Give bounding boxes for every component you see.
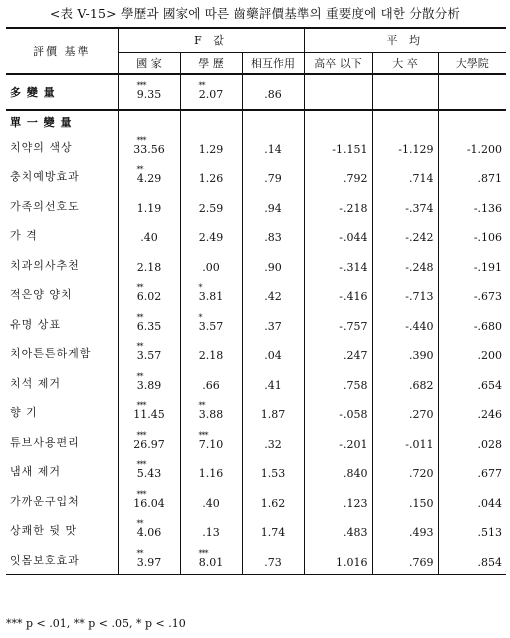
cell-value: -.044 bbox=[339, 231, 368, 245]
row-label: 치아튼튼하게함 bbox=[6, 339, 118, 369]
table-cell bbox=[242, 132, 304, 162]
cell-value: .79 bbox=[264, 172, 282, 186]
footnote: *** p < .01, ** p < .05, * p < .10 bbox=[6, 617, 186, 630]
cell-value: 2.59 bbox=[198, 201, 224, 215]
table-cell bbox=[304, 191, 372, 221]
cell-value: -.011 bbox=[405, 437, 434, 451]
table-cell bbox=[242, 280, 304, 310]
table-cell bbox=[438, 427, 506, 457]
table-cell bbox=[118, 162, 180, 192]
table-cell bbox=[372, 132, 438, 162]
table-cell bbox=[372, 162, 438, 192]
table-cell bbox=[180, 427, 242, 457]
row-label: 치약의 색상 bbox=[6, 132, 118, 162]
cell-value: .40 bbox=[202, 496, 220, 510]
cell-value: 1.26 bbox=[198, 172, 224, 186]
table-cell bbox=[372, 427, 438, 457]
mean-header: 平 均 bbox=[304, 28, 506, 52]
significance-mark: ** bbox=[136, 371, 143, 381]
table-cell bbox=[180, 309, 242, 339]
multivariate-row bbox=[6, 74, 506, 110]
cell-value: .720 bbox=[409, 467, 434, 481]
table-cell bbox=[180, 221, 242, 251]
row-label: 냄새 제거 bbox=[6, 457, 118, 487]
table-cell bbox=[118, 132, 180, 162]
table-row bbox=[6, 427, 506, 457]
cell-value: 33.56 bbox=[133, 142, 165, 156]
table-row bbox=[6, 398, 506, 428]
table-cell bbox=[180, 250, 242, 280]
cell-value: .40 bbox=[140, 231, 158, 245]
cell-value: -.242 bbox=[405, 231, 434, 245]
table-cell bbox=[242, 486, 304, 516]
table-cell bbox=[242, 309, 304, 339]
cell-value: -.248 bbox=[405, 260, 434, 274]
cell-value: 3.57 bbox=[136, 349, 162, 363]
col-header-education: 學 歷 bbox=[180, 52, 242, 74]
row-label: 충치예방효과 bbox=[6, 162, 118, 192]
cell-value: 8.01 bbox=[198, 555, 224, 569]
table-cell bbox=[438, 545, 506, 575]
cell-value: -1.129 bbox=[398, 142, 434, 156]
table-cell bbox=[304, 368, 372, 398]
cell-value: .94 bbox=[264, 201, 282, 215]
significance-mark: *** bbox=[136, 430, 146, 440]
table-row bbox=[6, 457, 506, 487]
cell-value: .840 bbox=[343, 467, 368, 481]
table-row bbox=[6, 162, 506, 192]
cell-value: -.058 bbox=[339, 408, 368, 422]
cell-value: .247 bbox=[343, 349, 368, 363]
table-row bbox=[6, 545, 506, 575]
cell-value: 4.06 bbox=[136, 526, 162, 540]
cell-value: -1.151 bbox=[332, 142, 368, 156]
cell-value: 4.29 bbox=[136, 172, 162, 186]
row-label: 치과의사추천 bbox=[6, 250, 118, 280]
table-cell bbox=[180, 162, 242, 192]
significance-mark: ** bbox=[136, 342, 143, 352]
cell-value: 2.18 bbox=[136, 260, 162, 274]
table-cell bbox=[304, 457, 372, 487]
cell-value: -.314 bbox=[339, 260, 368, 274]
table-cell bbox=[372, 457, 438, 487]
table-row bbox=[6, 516, 506, 546]
table-cell bbox=[304, 162, 372, 192]
cell-value: -.191 bbox=[473, 260, 503, 274]
cell-value: 1.62 bbox=[260, 496, 286, 510]
cell-value: .32 bbox=[264, 437, 282, 451]
cell-value: .513 bbox=[477, 526, 503, 540]
table-cell bbox=[180, 339, 242, 369]
cell-value: .044 bbox=[477, 496, 503, 510]
table-cell bbox=[118, 309, 180, 339]
table-cell bbox=[438, 74, 506, 110]
table-cell bbox=[438, 368, 506, 398]
cell-value: .13 bbox=[202, 526, 220, 540]
cell-value: 1.19 bbox=[136, 201, 162, 215]
table-row bbox=[6, 221, 506, 251]
cell-value: .150 bbox=[409, 496, 434, 510]
table-cell bbox=[438, 516, 506, 546]
table-cell bbox=[372, 309, 438, 339]
table-cell bbox=[180, 132, 242, 162]
table-cell bbox=[304, 250, 372, 280]
row-label: 가족의선호도 bbox=[6, 191, 118, 221]
significance-mark: *** bbox=[136, 460, 146, 470]
table-cell bbox=[242, 162, 304, 192]
cell-value: .37 bbox=[264, 319, 282, 333]
significance-mark: *** bbox=[198, 548, 208, 558]
significance-mark: *** bbox=[136, 135, 146, 145]
table-cell bbox=[304, 516, 372, 546]
significance-mark: * bbox=[198, 283, 202, 293]
table-cell bbox=[180, 457, 242, 487]
cell-value: 16.04 bbox=[133, 496, 165, 510]
table-cell bbox=[372, 250, 438, 280]
cell-value: 3.57 bbox=[198, 319, 224, 333]
cell-value: -.440 bbox=[405, 319, 434, 333]
cell-value: -.374 bbox=[405, 201, 434, 215]
cell-value: .04 bbox=[264, 349, 282, 363]
cell-value: 3.89 bbox=[136, 378, 162, 392]
table-cell bbox=[242, 368, 304, 398]
row-label: 가 격 bbox=[6, 221, 118, 251]
table-cell bbox=[118, 398, 180, 428]
significance-mark: *** bbox=[136, 489, 146, 499]
row-label: 튜브사용편리 bbox=[6, 427, 118, 457]
cell-value: 3.81 bbox=[198, 290, 224, 304]
table-cell bbox=[118, 486, 180, 516]
table-cell bbox=[304, 339, 372, 369]
cell-value: -.757 bbox=[339, 319, 368, 333]
table-cell bbox=[118, 427, 180, 457]
table-row bbox=[6, 368, 506, 398]
significance-mark: ** bbox=[136, 548, 143, 558]
significance-mark: ** bbox=[136, 283, 143, 293]
table-cell bbox=[242, 339, 304, 369]
cell-value: 1.87 bbox=[260, 408, 286, 422]
table-cell bbox=[242, 191, 304, 221]
table-cell bbox=[304, 280, 372, 310]
table-cell: *** 9.35 bbox=[118, 74, 180, 110]
table-cell bbox=[242, 398, 304, 428]
cell-value: -.673 bbox=[473, 290, 503, 304]
cell-value: 6.35 bbox=[136, 319, 162, 333]
cell-value: 7.10 bbox=[198, 437, 224, 451]
table-row bbox=[6, 309, 506, 339]
cell-value: .483 bbox=[343, 526, 368, 540]
cell-value: .854 bbox=[477, 555, 503, 569]
cell-value: .028 bbox=[477, 437, 503, 451]
cell-value: .66 bbox=[202, 378, 220, 392]
table-cell bbox=[438, 309, 506, 339]
table-cell bbox=[372, 398, 438, 428]
cell-value: -.713 bbox=[405, 290, 434, 304]
cell-value: .90 bbox=[264, 260, 282, 274]
table-cell bbox=[180, 191, 242, 221]
row-label: 多 變 量 bbox=[6, 74, 118, 110]
cell-value: .758 bbox=[343, 378, 368, 392]
col-header-interaction: 相互作用 bbox=[242, 52, 304, 74]
table-cell bbox=[180, 516, 242, 546]
table-cell bbox=[438, 486, 506, 516]
table-cell bbox=[180, 368, 242, 398]
cell-value: -.201 bbox=[339, 437, 368, 451]
table-cell bbox=[438, 162, 506, 192]
row-label: 치석 제거 bbox=[6, 368, 118, 398]
table-cell bbox=[372, 191, 438, 221]
cell-value: -.218 bbox=[339, 201, 368, 215]
cell-value: .73 bbox=[264, 555, 282, 569]
table-cell bbox=[242, 221, 304, 251]
table-cell bbox=[438, 339, 506, 369]
table-cell bbox=[304, 74, 372, 110]
cell-value: .41 bbox=[264, 378, 282, 392]
significance-mark: * bbox=[198, 312, 202, 322]
table-cell bbox=[242, 457, 304, 487]
cell-value: .654 bbox=[477, 378, 503, 392]
table-cell: .86 bbox=[242, 74, 304, 110]
table-cell bbox=[118, 545, 180, 575]
table-cell bbox=[180, 280, 242, 310]
table-cell bbox=[118, 221, 180, 251]
table-row bbox=[6, 132, 506, 162]
cell-value: .200 bbox=[477, 349, 503, 363]
cell-value: 26.97 bbox=[133, 437, 165, 451]
table-row bbox=[6, 191, 506, 221]
table-cell bbox=[304, 398, 372, 428]
cell-value: 3.97 bbox=[136, 555, 162, 569]
cell-value: .493 bbox=[409, 526, 434, 540]
cell-value: 3.88 bbox=[198, 408, 224, 422]
table-row bbox=[6, 250, 506, 280]
table-cell bbox=[372, 221, 438, 251]
cell-value: .00 bbox=[202, 260, 220, 274]
table-cell bbox=[304, 221, 372, 251]
cell-value: 1.74 bbox=[260, 526, 286, 540]
col-header-graduate: 大學院 bbox=[438, 52, 506, 74]
row-label: 상쾌한 뒷 맛 bbox=[6, 516, 118, 546]
f-value-header: F 값 bbox=[118, 28, 304, 52]
table-row bbox=[6, 486, 506, 516]
cell-value: 1.29 bbox=[198, 142, 224, 156]
table-cell bbox=[372, 368, 438, 398]
table-cell bbox=[372, 545, 438, 575]
table-cell bbox=[372, 516, 438, 546]
cell-value: .677 bbox=[477, 467, 503, 481]
table-cell bbox=[118, 516, 180, 546]
cell-value: .246 bbox=[477, 408, 503, 422]
table-cell bbox=[304, 309, 372, 339]
cell-value: -.680 bbox=[473, 319, 503, 333]
col-header-highschool: 高卒 以下 bbox=[304, 52, 372, 74]
cell-value: 5.43 bbox=[136, 467, 162, 481]
significance-mark: *** bbox=[136, 401, 146, 411]
significance-mark: ** bbox=[198, 401, 205, 411]
row-label: 유명 상표 bbox=[6, 309, 118, 339]
cell-value: .390 bbox=[409, 349, 434, 363]
table-cell bbox=[118, 339, 180, 369]
table-cell bbox=[304, 545, 372, 575]
table-cell bbox=[242, 250, 304, 280]
table-cell bbox=[118, 191, 180, 221]
table-cell bbox=[118, 457, 180, 487]
cell-value: 11.45 bbox=[133, 408, 165, 422]
col-header-college: 大 卒 bbox=[372, 52, 438, 74]
table-cell bbox=[438, 132, 506, 162]
table-cell bbox=[118, 280, 180, 310]
cell-value: -.416 bbox=[339, 290, 368, 304]
table-cell bbox=[372, 486, 438, 516]
cell-value: 1.016 bbox=[336, 555, 368, 569]
table-cell bbox=[372, 74, 438, 110]
table-row bbox=[6, 280, 506, 310]
cell-value: .42 bbox=[264, 290, 282, 304]
row-label: 잇몸보호효과 bbox=[6, 545, 118, 575]
table-cell bbox=[438, 250, 506, 280]
table-cell bbox=[118, 250, 180, 280]
table-cell bbox=[242, 427, 304, 457]
cell-value: 2.18 bbox=[198, 349, 224, 363]
cell-value: .769 bbox=[409, 555, 434, 569]
table-cell bbox=[438, 398, 506, 428]
cell-value: .682 bbox=[409, 378, 434, 392]
table-cell bbox=[304, 132, 372, 162]
cell-value: .83 bbox=[264, 231, 282, 245]
significance-mark: *** bbox=[198, 430, 208, 440]
cell-value: -1.200 bbox=[466, 142, 503, 156]
table-cell bbox=[242, 516, 304, 546]
table-cell bbox=[304, 427, 372, 457]
row-label: 향 기 bbox=[6, 398, 118, 428]
table-cell bbox=[180, 398, 242, 428]
table-cell bbox=[118, 368, 180, 398]
row-label: 가까운구입처 bbox=[6, 486, 118, 516]
significance-mark: ** bbox=[136, 519, 143, 529]
table-cell bbox=[180, 545, 242, 575]
significance-mark: ** bbox=[136, 165, 143, 175]
cell-value: -.136 bbox=[473, 201, 503, 215]
criteria-header: 評價 基準 bbox=[6, 28, 118, 74]
cell-value: 1.16 bbox=[198, 467, 224, 481]
row-label: 적은양 양치 bbox=[6, 280, 118, 310]
table-title: <表 V-15> 學歷과 國家에 따른 齒藥評價基準의 重要度에 대한 分散分析 bbox=[49, 6, 461, 21]
cell-value: .792 bbox=[343, 172, 368, 186]
col-header-country: 國 家 bbox=[118, 52, 180, 74]
cell-value: .123 bbox=[343, 496, 368, 510]
table-cell bbox=[372, 280, 438, 310]
table-cell bbox=[438, 191, 506, 221]
table-cell bbox=[438, 221, 506, 251]
cell-value: 6.02 bbox=[136, 290, 162, 304]
cell-value: -.106 bbox=[473, 231, 503, 245]
table-cell bbox=[372, 339, 438, 369]
cell-value: .270 bbox=[409, 408, 434, 422]
table-cell bbox=[438, 280, 506, 310]
cell-value: .714 bbox=[409, 172, 434, 186]
cell-value: 2.49 bbox=[198, 231, 224, 245]
table-cell bbox=[438, 457, 506, 487]
table-cell: ** 2.07 bbox=[180, 74, 242, 110]
cell-value: .14 bbox=[264, 142, 282, 156]
significance-mark: ** bbox=[136, 312, 143, 322]
univariate-label: 單 一 變 量 bbox=[6, 110, 118, 132]
table-row bbox=[6, 339, 506, 369]
cell-value: .871 bbox=[477, 172, 503, 186]
anova-table bbox=[6, 27, 506, 575]
cell-value: 1.53 bbox=[260, 467, 286, 481]
table-cell bbox=[180, 486, 242, 516]
table-cell bbox=[242, 545, 304, 575]
table-cell bbox=[304, 486, 372, 516]
